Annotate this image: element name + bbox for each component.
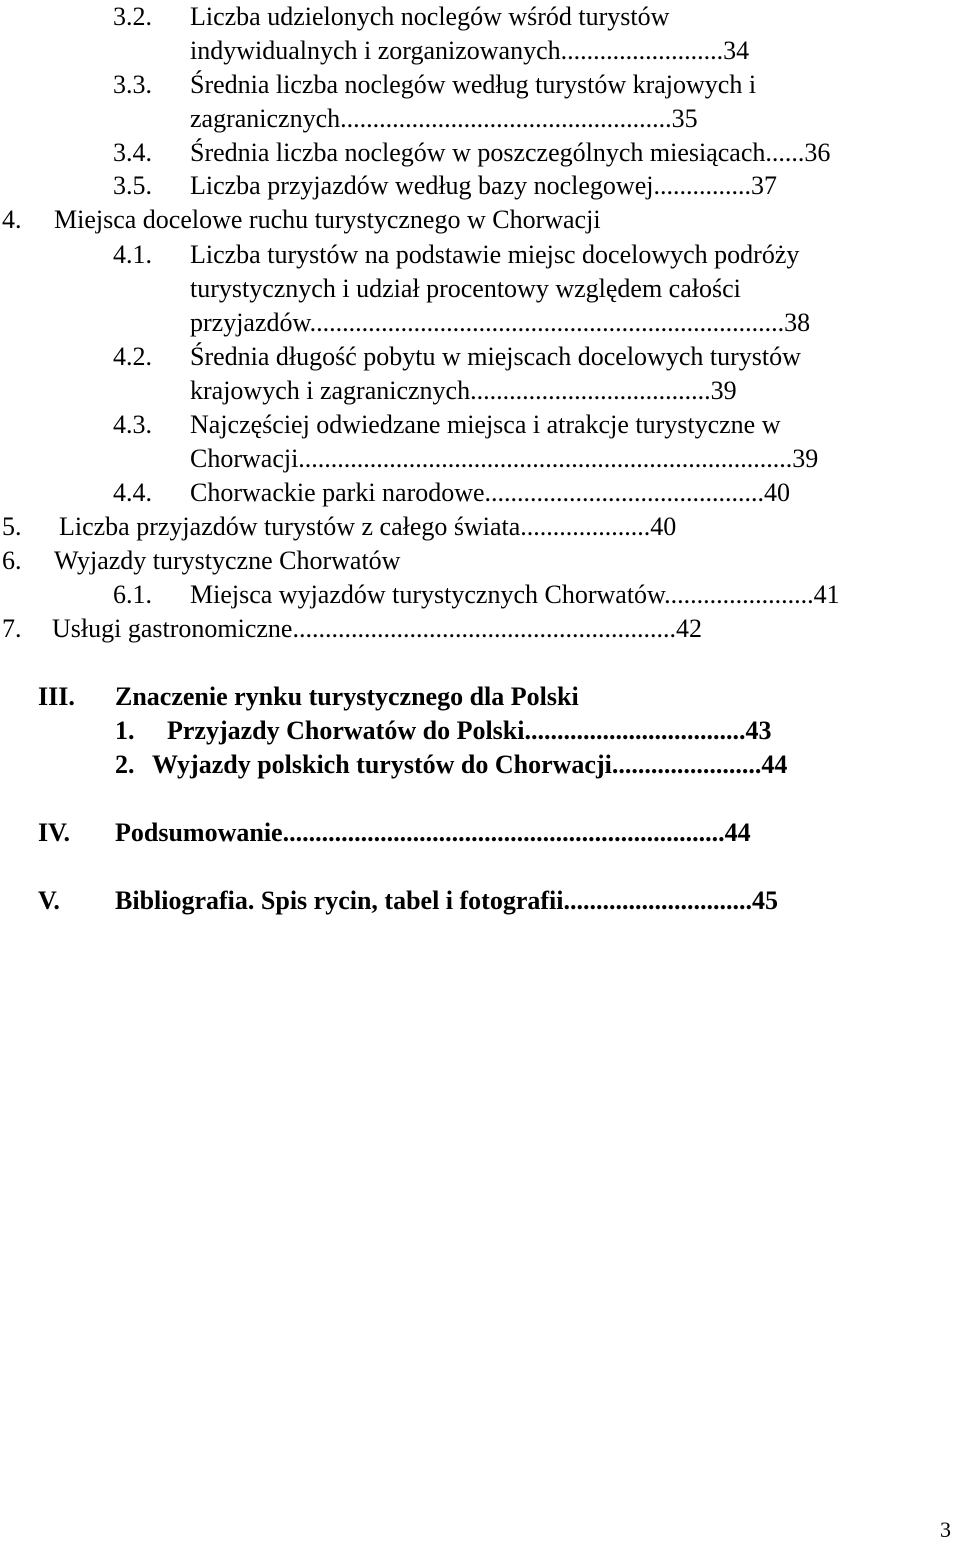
toc-part-heading [38, 818, 940, 850]
toc-entry-continuation [190, 274, 940, 306]
toc-entry [113, 70, 913, 102]
toc-entry-number: 6.1. [113, 580, 152, 609]
toc-entry-text: Przyjazdy Chorwatów do Polski..................................43 [167, 716, 772, 745]
toc-entry-continuation [190, 444, 940, 476]
toc-entry-continuation [190, 104, 940, 136]
toc-entry-text: Liczba turystów na podstawie miejsc docelowych podróży [190, 240, 800, 269]
toc-entry-text: krajowych i zagranicznych.....................................39 [190, 376, 737, 405]
toc-entry-number: 5. [2, 512, 22, 541]
toc-entry-text: Średnia długość pobytu w miejscach docelowych turystów [190, 342, 801, 371]
toc-entry [113, 580, 940, 612]
toc-entry-text: Bibliografia. Spis rycin, tabel i fotografii.............................45 [115, 886, 778, 915]
toc-entry-text: Chorwackie parki narodowe...........................................40 [190, 478, 791, 507]
toc-entry-text: Najczęściej odwiedzane miejsca i atrakcje turystyczne w [190, 410, 781, 439]
toc-entry-number: 4. [2, 205, 22, 234]
toc-entry-text: turystycznych i udział procentowy względem całości [190, 274, 741, 303]
toc-entry [113, 138, 940, 170]
toc-entry-text: Liczba przyjazdów turystów z całego świata....................40 [59, 512, 677, 541]
toc-part-heading [38, 886, 940, 918]
toc-entry-number: III. [38, 682, 75, 711]
toc-entry-number: 4.2. [113, 342, 152, 371]
toc-entry-number: 6. [2, 546, 22, 575]
toc-entry-number: 3.2. [113, 2, 152, 31]
toc-entry-number: 2. [115, 750, 135, 779]
toc-entry-number: 1. [115, 716, 135, 745]
toc-entry-continuation [190, 376, 940, 408]
toc-entry-text: przyjazdów.........................................................................38 [190, 308, 811, 337]
toc-entry-text: Miejsca docelowe ruchu turystycznego w Chorwacji [54, 205, 601, 234]
toc-entry-continuation [190, 36, 940, 68]
toc-entry-number: 3.3. [113, 70, 152, 99]
toc-entry [2, 546, 802, 578]
toc-entry [113, 342, 940, 374]
toc-entry-number: 7. [2, 614, 22, 643]
toc-entry-number: 3.4. [113, 138, 152, 167]
toc-part-heading [38, 682, 738, 714]
toc-entry [113, 478, 940, 510]
toc-entry-text: Miejsca wyjazdów turystycznych Chorwatów.......................41 [190, 580, 840, 609]
toc-entry-number: 3.5. [113, 171, 152, 200]
toc-entry-text: Wyjazdy polskich turystów do Chorwacji.......................44 [152, 750, 788, 779]
toc-entry-text: Średnia liczba noclegów w poszczególnych miesiącach......36 [190, 138, 831, 167]
toc-entry-text: Podsumowanie....................................................................44 [115, 818, 751, 847]
toc-entry [115, 750, 940, 782]
toc-entry-text: indywidualnych i zorganizowanych.........................34 [190, 36, 750, 65]
toc-entry-number: 4.4. [113, 478, 152, 507]
toc-entry-continuation [190, 308, 940, 340]
toc-entry [113, 240, 940, 272]
toc-entry-text: Średnia liczba noclegów według turystów krajowych i [190, 70, 757, 99]
toc-entry-number: IV. [38, 818, 71, 847]
toc-entry-text: Usługi gastronomiczne...........................................................42 [52, 614, 702, 643]
toc-entry [113, 171, 940, 203]
toc-entry [113, 2, 763, 34]
toc-entry [115, 716, 940, 748]
toc-entry [2, 512, 940, 544]
toc-entry [113, 410, 940, 442]
toc-entry-text: Liczba przyjazdów według bazy noclegowej...............37 [190, 171, 777, 200]
toc-entry-text: Liczba udzielonych noclegów wśród turystów [190, 2, 670, 31]
toc-entry-number: V. [38, 886, 60, 915]
toc-entry-text: zagranicznych...................................................35 [190, 104, 698, 133]
toc-entry-text: Wyjazdy turystyczne Chorwatów [54, 546, 401, 575]
toc-entry-text: Chorwacji............................................................................39 [190, 444, 819, 473]
toc-entry-number: 4.3. [113, 410, 152, 439]
toc-entry [2, 614, 940, 646]
toc-entry-number: 4.1. [113, 240, 152, 269]
toc-entry [2, 205, 802, 237]
toc-entry-text: Znaczenie rynku turystycznego dla Polski [115, 682, 579, 711]
page-number: 3 [940, 1517, 951, 1542]
